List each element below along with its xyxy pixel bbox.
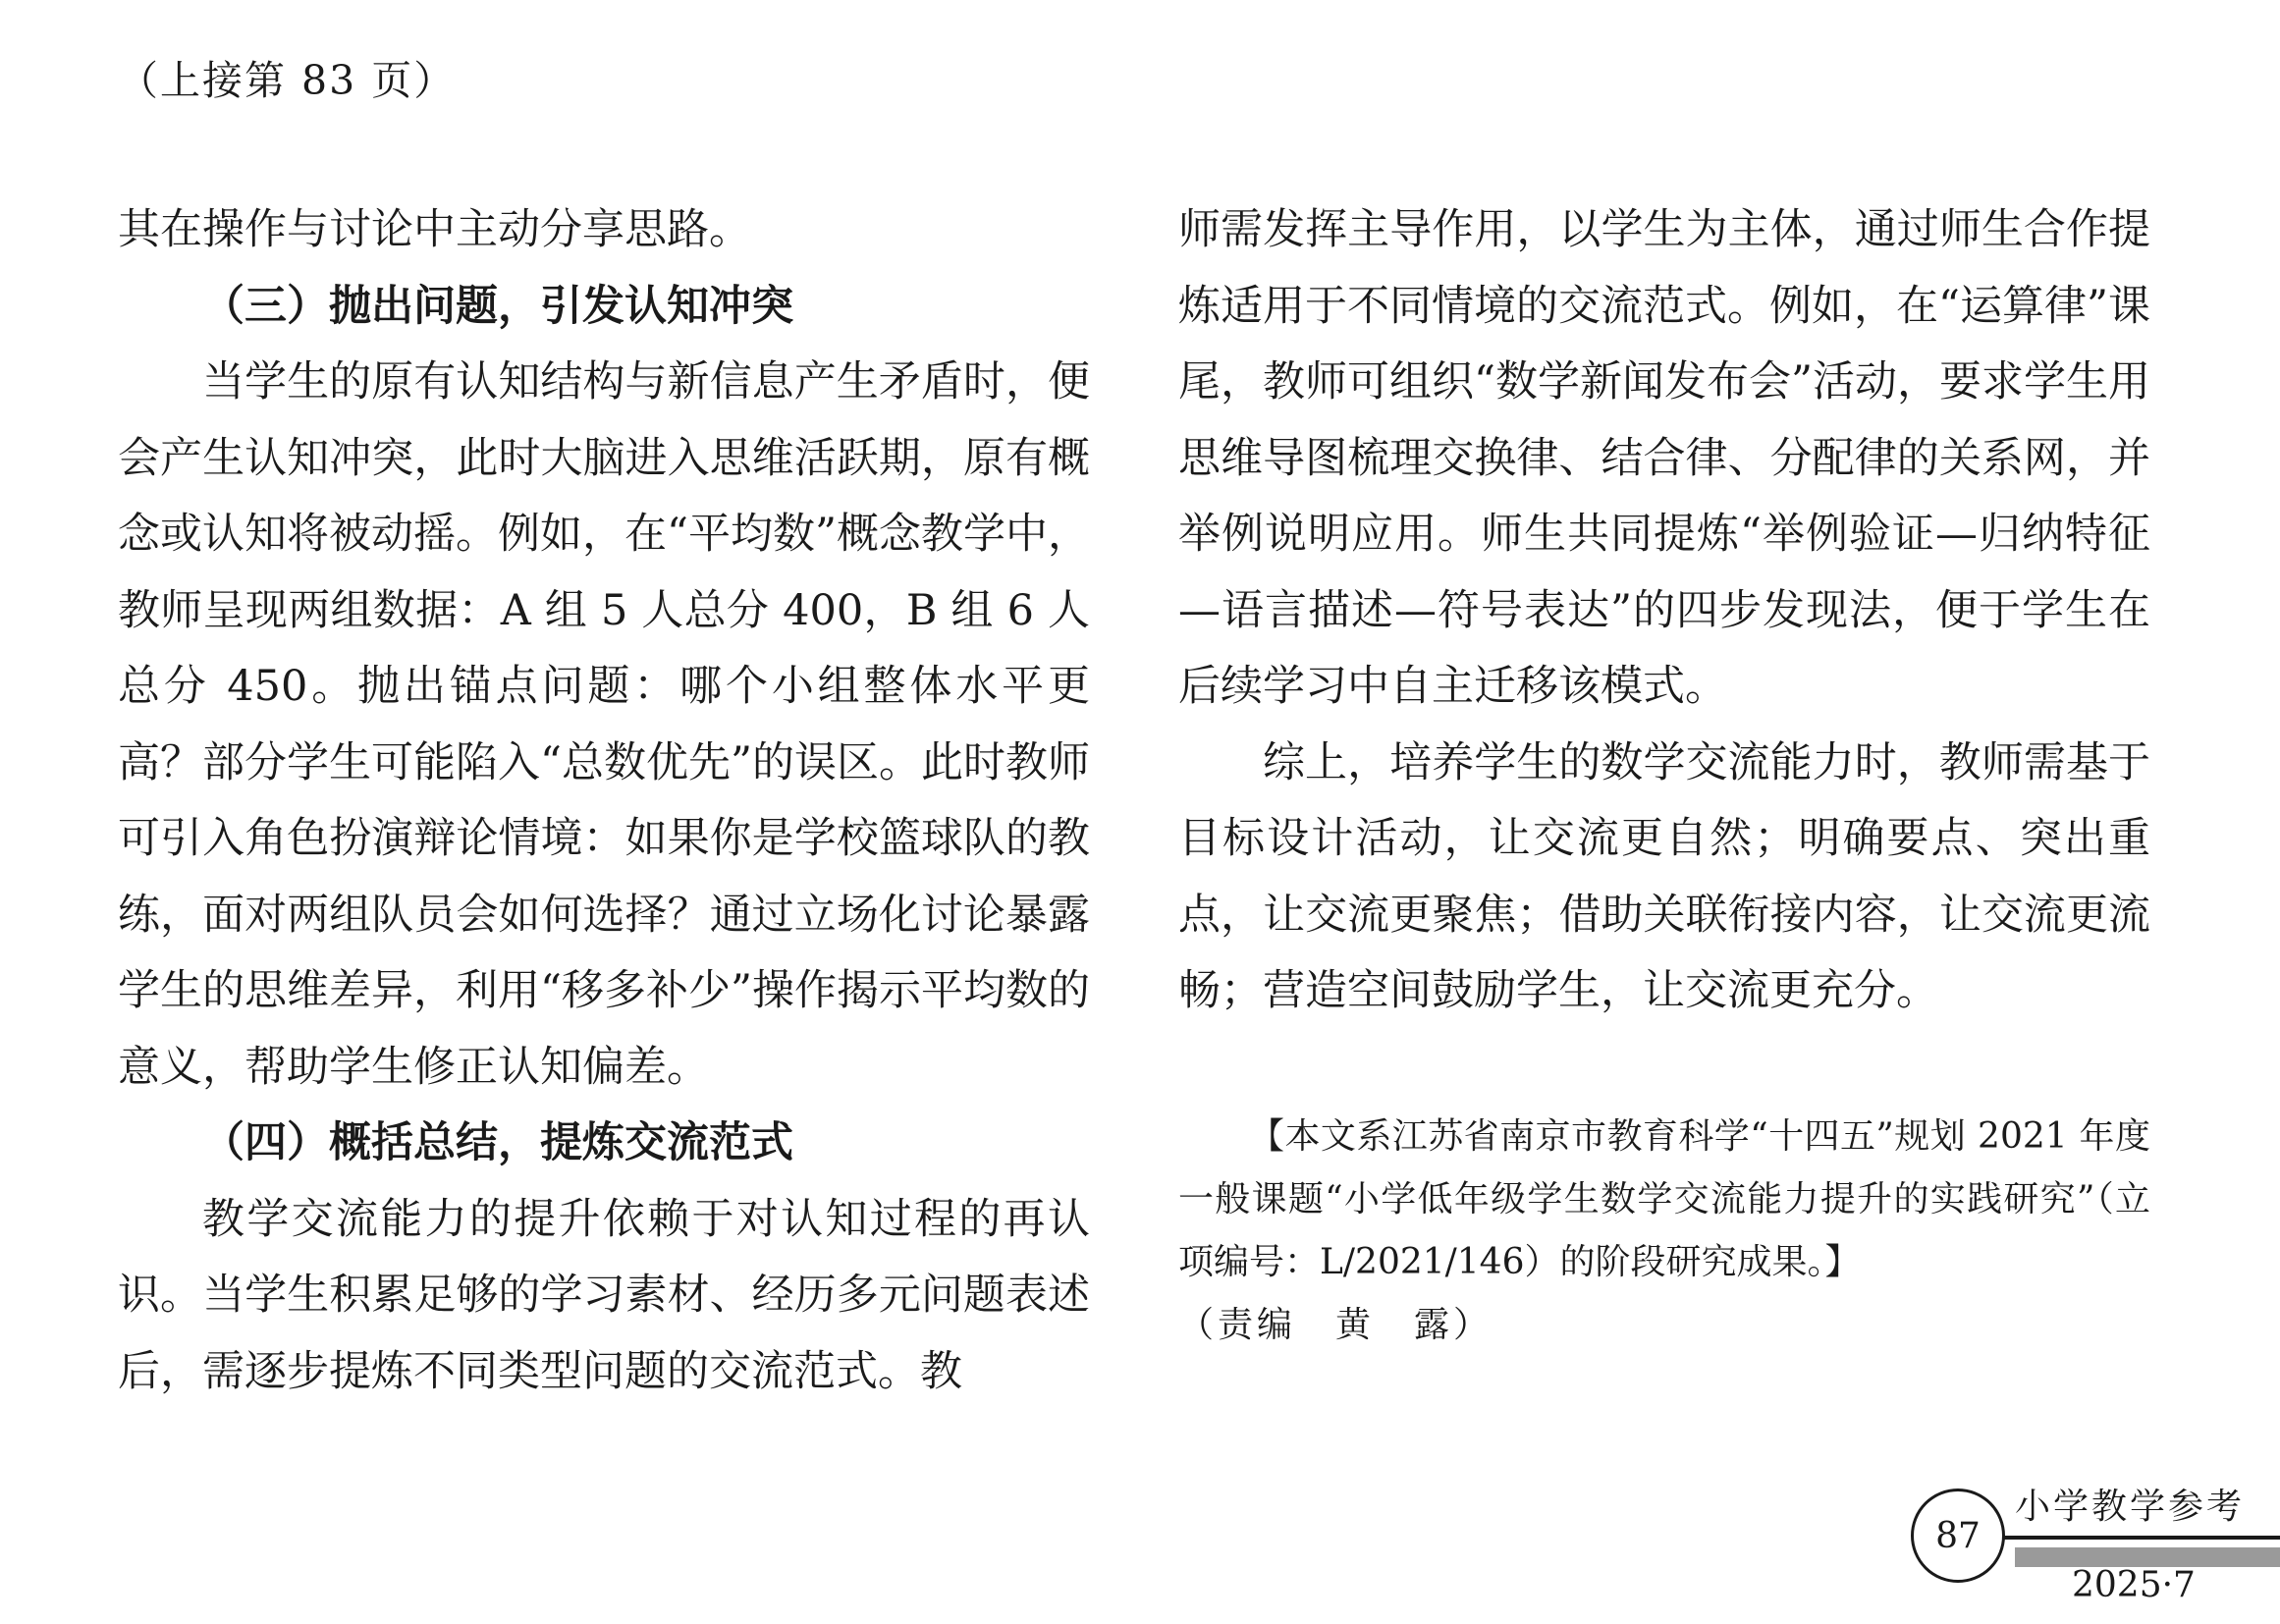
right-column bbox=[1178, 192, 2150, 1357]
left-paragraph-3: 教学交流能力的提升依赖于对认知过程的再认识。当学生积累足够的学习素材、经历多元问题表述后，需逐步提炼不同类型问题的交流范式。教 bbox=[118, 1194, 1090, 1396]
spacer bbox=[1178, 1030, 2150, 1106]
right-paragraph-1: 师需发挥主导作用，以学生为主体，通过师生合作提炼适用于不同情境的交流范式。例如，在“运算律”课尾，教师可组织“数学新闻发布会”活动，要求学生用思维导图梳理交换律、结合律、分配律的关系网，并举例说明应用。师生共同提炼“举例验证—归纳特征—语言描述—符号表达”的四步发现法，便于学生在后续学习中自主迁移该模式。 bbox=[1178, 205, 2150, 711]
page-number: 87 bbox=[1911, 1489, 2005, 1583]
funding-note: 【本文系江苏省南京市教育科学“十四五”规划 2021 年度一般课题“小学低年级学生数学交流能力提升的实践研究”（立项编号：L/2021/146）的阶段研究成果。】 bbox=[1178, 1115, 2150, 1282]
editor-credit: （责编 黄 露） bbox=[1178, 1304, 1493, 1345]
left-paragraph-2: 当学生的原有认知结构与新信息产生矛盾时，便会产生认知冲突，此时大脑进入思维活跃期，原有概念或认知将被动摇。例如，在“平均数”概念教学中，教师呈现两组数据：A 组 5 人总分 400，B 组 6 人总分 450。抛出锚点问题：哪个小组整体水平更高？部分学生可能陷入“总数优先”的误区。此时教师可引入角色扮演辩论情境：如果你是学校篮球队的教练，面对两组队员会如何选择？通过立场化讨论暴露学生的思维差异，利用“移多补少”操作揭示平均数的意义，帮助学生修正认知偏差。 bbox=[118, 357, 1090, 1092]
left-paragraph-1: 其在操作与讨论中主动分享思路。 bbox=[118, 205, 751, 254]
section-heading-3: （三）抛出问题，引发认知冲突 bbox=[202, 281, 793, 331]
right-paragraph-2: 综上，培养学生的数学交流能力时，教师需基于目标设计活动，让交流更自然；明确要点、突出重点，让交流更聚焦；借助关联衔接内容，让交流更流畅；营造空间鼓励学生，让交流更充分。 bbox=[1178, 737, 2150, 1015]
section-heading-4: （四）概括总结，提炼交流范式 bbox=[202, 1118, 793, 1167]
left-column bbox=[118, 192, 1090, 1410]
continued-from-note: （上接第 83 页） bbox=[118, 57, 457, 104]
journal-name: 小学教学参考 bbox=[2015, 1487, 2246, 1527]
issue-number: 2025·7 bbox=[2072, 1565, 2196, 1605]
